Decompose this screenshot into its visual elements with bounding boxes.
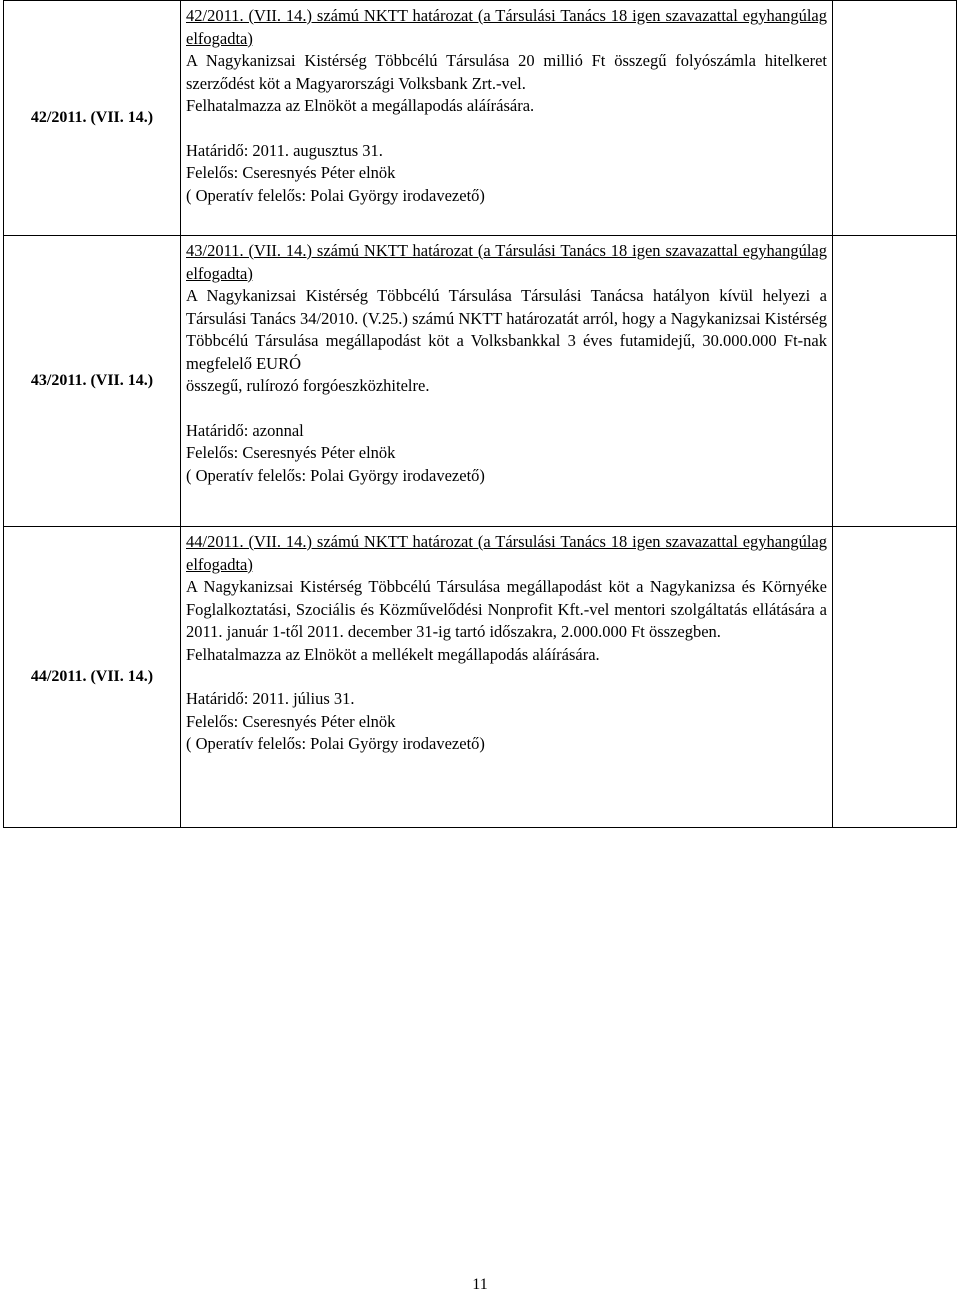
operative-responsible: ( Operatív felelős: Polai György irodavezető) [186, 465, 485, 485]
responsible: Felelős: Cseresnyés Péter elnök [186, 711, 396, 731]
responsible: Felelős: Cseresnyés Péter elnök [186, 163, 396, 182]
resolution-row [4, 236, 957, 527]
resolution-body: A Nagykanizsai Kistérség Többcélú Társulása Társulási Tanácsa hatályon kívül helyezi a Társulási Tanács 34/2010. (V.25.) számú NKTT határozatát arról, hogy a Nagykanizsai Kistérség Többcélú Társulása megállapodást köt a Volksbankkal 3 éves futamidejű, 30.000.000 Ft-nak megfelelő EURÓ [186, 286, 827, 373]
resolutions-table [3, 0, 957, 828]
page-number: 11 [472, 1276, 488, 1293]
resolution-number: 44/2011. (VII. 14.) [4, 527, 181, 828]
resolution-text [181, 527, 833, 828]
resolution-heading: 43/2011. (VII. 14.) számú NKTT határozat (a Társulási Tanács 18 igen szavazattal egyhangúlag elfogadta) [186, 241, 827, 283]
empty-cell [833, 236, 957, 527]
operative-responsible: ( Operatív felelős: Polai György irodavezető) [186, 734, 485, 753]
deadline: Határidő: azonnal [186, 420, 304, 440]
resolution-body-last: Felhatalmazza az Elnököt a mellékelt megállapodás aláírására. [186, 644, 600, 664]
resolution-heading: 42/2011. (VII. 14.) számú NKTT határozat (a Társulási Tanács 18 igen szavazattal egyhangúlag elfogadta) [186, 6, 827, 48]
resolution-body-last: összegű, rulírozó forgóeszközhitelre. [186, 376, 430, 395]
resolution-body-last: Felhatalmazza az Elnököt a megállapodás aláírására. [186, 96, 535, 115]
resolution-text [181, 236, 833, 527]
resolution-row [4, 527, 957, 828]
resolution-body: A Nagykanizsai Kistérség Többcélú Társulása megállapodást köt a Nagykanizsa és Környéke Foglalkoztatási, Szociális és Közművelődési Nonprofit Kft.-vel mentori szolgáltatás ellátására a 2011. január 1-től 2011. december 31-ig tartó időszakra, 2.000.000 Ft összegben. [186, 577, 827, 641]
empty-cell [833, 527, 957, 828]
resolution-text [181, 1, 833, 236]
resolution-heading: 44/2011. (VII. 14.) számú NKTT határozat (a Társulási Tanács 18 igen szavazattal egyhangúlag elfogadta) [186, 532, 827, 574]
resolution-number: 42/2011. (VII. 14.) [4, 1, 181, 236]
deadline: Határidő: 2011. augusztus 31. [186, 140, 383, 160]
responsible: Felelős: Cseresnyés Péter elnök [186, 443, 396, 462]
resolution-number: 43/2011. (VII. 14.) [4, 236, 181, 527]
deadline: Határidő: 2011. július 31. [186, 689, 355, 708]
operative-responsible: ( Operatív felelős: Polai György irodavezető) [186, 185, 485, 205]
resolution-row [4, 1, 957, 236]
resolution-body: A Nagykanizsai Kistérség Többcélú Társulása 20 millió Ft összegű folyószámla hitelkeret szerződést köt a Magyarországi Volksbank Zrt.-vel. [186, 51, 827, 93]
empty-cell [833, 1, 957, 236]
